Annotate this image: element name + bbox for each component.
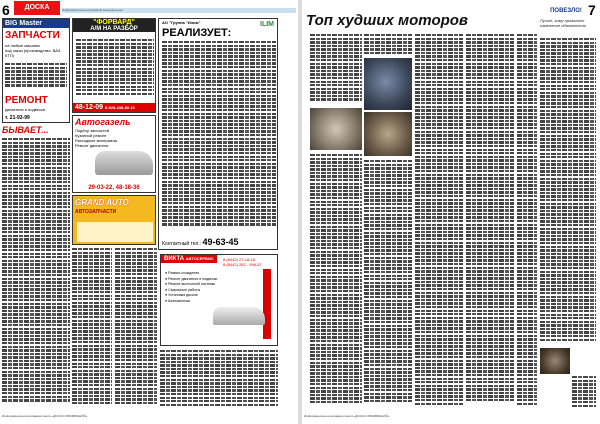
- article-col-4: [466, 34, 514, 410]
- left-page: [0, 0, 298, 424]
- engine-image-3: [364, 112, 412, 156]
- car-image: [95, 151, 153, 175]
- ilim-company: АО "Группа "Илим": [162, 20, 201, 25]
- left-text-col-3: [115, 248, 157, 410]
- headline: Топ худших моторов: [306, 12, 468, 29]
- article-col-2: [364, 160, 412, 410]
- ilim-title: РЕАЛИЗУЕТ:: [162, 27, 232, 39]
- left-text-bottom: [160, 350, 278, 410]
- avtogazel-sub4: Ремонт двигателя: [75, 143, 109, 148]
- article-col-1-top: [310, 34, 362, 104]
- vikta-ad: [160, 254, 278, 346]
- right-page: [302, 0, 600, 424]
- section-label: ПОВЕЗЛО!: [550, 8, 582, 14]
- vikta-phone1: 8 (8442) 27-18-16: [223, 257, 256, 262]
- vikta-title: ВИКТА: [164, 256, 185, 262]
- ilim-logo: ILIM: [260, 21, 274, 28]
- vikta-service-item: ● Развал-схождение: [165, 271, 200, 275]
- bigmaster-text: [5, 63, 67, 91]
- vikta-service-list: [165, 271, 225, 304]
- vikta-service-item: ● Установка дисков: [165, 293, 198, 297]
- bigmaster-ad: [2, 18, 70, 123]
- sidebar-intro: Лучше, кому привалило изменение обязательно: [540, 18, 587, 28]
- bigmaster-sub2: под заказ (производство: ВАЗ, КТП): [5, 48, 62, 58]
- forvard-phone: 48-12-09: [75, 104, 104, 111]
- vikta-subtitle: АВТОСЕРВИС: [185, 256, 214, 261]
- grand-auto-ad: [72, 195, 156, 245]
- page-number-left: 6: [2, 2, 10, 18]
- sidebar-text-bottom: [572, 376, 596, 410]
- bigmaster-heading1: ЗАПЧАСТИ: [5, 30, 60, 41]
- article-col-2-top: [364, 34, 412, 56]
- forvard-subtitle: А/М НА РАЗБОР: [73, 26, 155, 32]
- bigmaster-sub1: на любые машины: [5, 43, 40, 48]
- byvaet-section: [2, 125, 70, 135]
- article-col-5: [517, 34, 537, 410]
- forvard-ad: [72, 18, 156, 113]
- page-number-right: 7: [588, 2, 596, 18]
- forvard-list: [76, 39, 154, 99]
- avtogazel-title: Автогазель: [75, 117, 131, 127]
- vikta-service-item: ● Ремонт двигателя и подвески: [165, 276, 218, 281]
- engine-image-2: [310, 108, 362, 150]
- article-col-1: [310, 154, 362, 410]
- left-text-col-2: [72, 248, 112, 410]
- footer-right: Информационно-рекламная газета «ДОСКА ОБЪЯВЛЕНИЙ»: [304, 414, 390, 418]
- bigmaster-phone: т. 21-93-99: [5, 115, 30, 121]
- avtogazel-phone: 29-03-22, 48-18-36: [88, 185, 140, 191]
- engine-image-1: [364, 58, 412, 110]
- vikta-car-image: [213, 307, 265, 325]
- bigmaster-logo: BIG Master: [3, 19, 69, 28]
- grand-auto-title: GRAND AUTO: [75, 198, 129, 207]
- byvaet-title: БЫВАЕТ...: [2, 125, 49, 135]
- header-strip: Информационно-рекламный еженедельник: [62, 8, 296, 13]
- sidebar-text: [540, 38, 596, 344]
- avtogazel-sub1: Подбор запчастей: [75, 128, 109, 133]
- ilim-contacts-phone: 49-63-45: [202, 237, 239, 247]
- engine-image-4: [540, 348, 570, 374]
- ilim-ad: [158, 18, 278, 250]
- ilim-table: [162, 41, 276, 231]
- avtogazel-sub2: Кузовной ремонт: [75, 133, 107, 138]
- bigmaster-heading2: РЕМОНТ: [5, 95, 48, 106]
- brand-logo: ДОСКА: [14, 1, 60, 15]
- forvard-phone2: 8-928-438-80-10: [104, 105, 135, 110]
- vikta-service-item: ● Ремонт выхлопной системы: [165, 282, 216, 286]
- grand-auto-sub: АВТОЗАПЧАСТИ: [75, 209, 117, 215]
- car-lift-image: [263, 269, 271, 339]
- article-col-3: [415, 34, 463, 410]
- vikta-service-item: ● Сварочные работы: [165, 287, 201, 292]
- bigmaster-sub3: двигателя и подвески: [5, 107, 45, 112]
- avtogazel-ad: [72, 115, 156, 193]
- vikta-service-item: ● Шиномонтаж: [165, 298, 190, 303]
- forvard-title: "ФОРВАРД": [73, 19, 155, 26]
- vikta-phone2: 8 (8442) 262 - 996-57: [223, 262, 262, 267]
- ilim-contacts-label: Контактный тел.:: [162, 241, 202, 247]
- avtogazel-sub3: Расходные материалы: [75, 138, 118, 143]
- byvaet-text: [2, 138, 70, 410]
- footer-left: Информационно-рекламная газета «ДОСКА ОБЪЯВЛЕНИЙ»: [2, 414, 88, 418]
